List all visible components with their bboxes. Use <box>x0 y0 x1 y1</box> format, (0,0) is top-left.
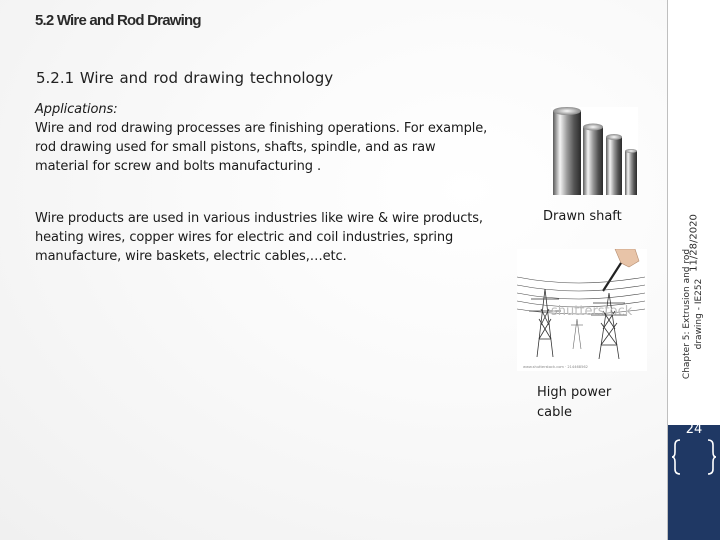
chapter-line-2: drawing - IE252 <box>694 278 704 350</box>
applications-text: Wire and rod drawing processes are finishing operations. For example, rod drawing used for small pistons, shafts, spindle, and as raw material for screw and bolts manufacturing . <box>35 121 488 174</box>
drawn-shaft-photo-icon <box>551 107 638 195</box>
applications-label: Applications: <box>35 102 118 117</box>
shutterstock-watermark: shutterstock <box>551 304 633 319</box>
applications-paragraph <box>35 100 490 176</box>
page-number-brackets-icon <box>672 438 716 476</box>
power-cable-caption: High power cable <box>537 385 612 420</box>
drawn-shaft-image <box>551 107 638 195</box>
section-heading: 5.2.1 Wire and rod drawing technology <box>36 69 334 87</box>
power-cable-photo-icon <box>517 249 647 371</box>
page-number: 24 <box>685 422 703 437</box>
drawn-shaft-caption: Drawn shaft <box>543 209 622 224</box>
svg-text:www.shutterstock.com · 2144685: www.shutterstock.com · 214468562 <box>523 365 588 369</box>
power-cable-image <box>517 249 647 371</box>
slide-date: 11/28/2020 <box>688 214 700 272</box>
chapter-footer <box>681 249 705 379</box>
slide-main-title: 5.2 Wire and Rod Drawing <box>35 12 201 29</box>
chapter-line-1: Chapter 5: Extrusion and rod <box>682 248 692 380</box>
wire-products-paragraph: Wire products are used in various industries like wire & wire products, heating wires, copper wires for electric and coil industries, spring manufacture, wire baskets, electric cables,…etc. <box>35 211 483 264</box>
